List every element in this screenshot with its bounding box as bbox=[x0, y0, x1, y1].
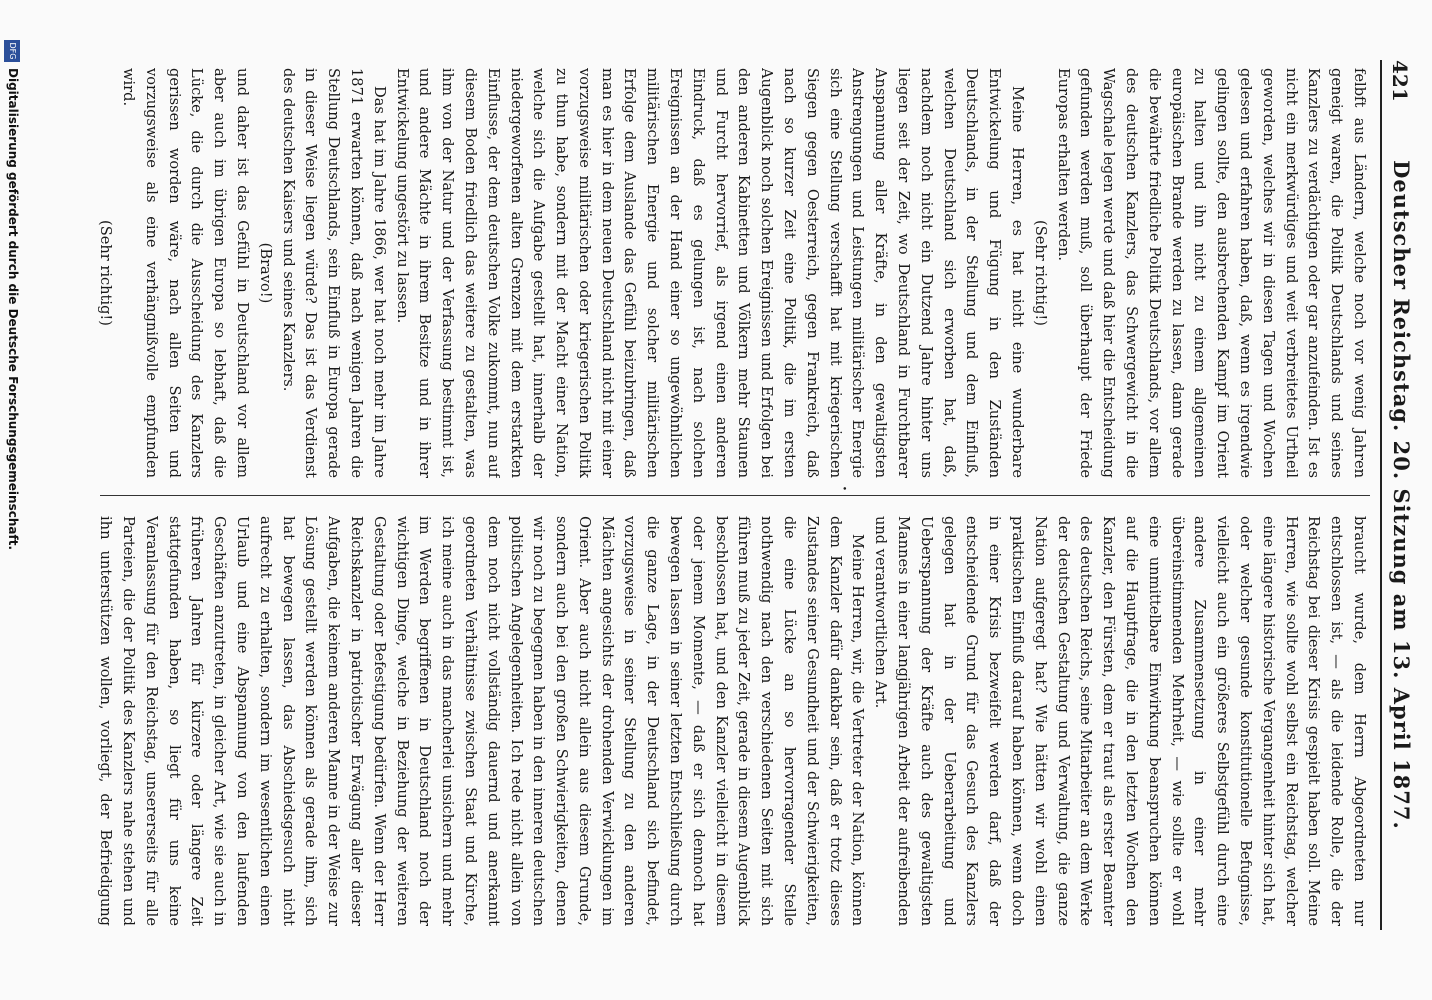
funding-note: Digitalisierung gefördert durch die Deutsche Forschungsgemeinschaft. bbox=[6, 68, 20, 551]
page-number: 421 bbox=[1388, 60, 1412, 102]
paragraph: Meine Herren, es hat nicht eine wunderbare Entwickelung und Fügung in den Zuständen Deutschlands, in der Stellung und dem Einfluß, welchen Deutschland sich erworben hat, daß, nachdem noch nicht ein Dutzend Jahre hinter uns liegen seit der Zeit, wo Deutschland in Furchtbarer Anspannung aller Kräfte, in den gewaltigsten Anstrengungen und Leistungen militärischer Energie sich eine Stellung verschafft hat mit kriegerischen Siegen gegen Oesterreich, gegen Frankreich, daß nach so kurzer Zeit eine Politik, die im ersten Augenblick noch solchen Ereignissen und Erfolgen bei den anderen Kabinetten und Völkern mehr Staunen und Furcht hervorrief, als irgend einen anderen Eindruck, daß es gelungen ist, nach solchen Ereignissen an der Hand einer so ungewöhnlichen militärischen Energie und solcher militärischen Erfolge dem Auslande das Gefühl beizubringen, daß man es hier in dem neuen Deutschland nicht mit einer vorzugsweise militärischen oder kriegerischen Politik zu thun habe, sondern mit der Macht einer Nation, welche sich die Aufgabe gestellt hat, innerhalb der niedergeworfenen alten Grenzen mit dem erstarkten Einflusse, der dem deutschen Volke zukommt, nun auf diesem Boden friedlich das weitere zu gestalten, was ihm von der Natur und der Verfassung bestimmt ist, und andere Mächte in ihrem Besitze und in ihrer Entwickelung ungestört zu lassen. bbox=[393, 68, 1027, 478]
dfg-logo-icon: DFG bbox=[4, 40, 20, 62]
paragraph bbox=[90, 68, 93, 478]
left-column bbox=[90, 68, 1370, 478]
page-header bbox=[1380, 60, 1416, 930]
paragraph: felbft aus Ländern, welche noch vor wenig Jahren geneigt waren, die Politik Deutschlands und seines Kanzlers zu verdächtigen oder gar anzufeinden. Ist es nicht ein merkwürdiges und weit verbreitetes Urtheil geworden, welches wir in diesen Tagen und Wochen gelesen und erfahren haben, daß, wenn es irgendwie gelingen sollte, den ausbrechenden Kampf im Orient zu halten und ihn nicht zu einem allgemeinen europäischen Brande werden zu lassen, dann gerade die bewährte friedliche Politik Deutschlands, vor allem des deutschen Kanzlers, das Schwergewicht in die Wagschale legen werde und daß hier die Entscheidung gefunden werden muß, soll überhaupt der Friede Europas erhalten werden. bbox=[1054, 68, 1368, 478]
paragraph: Das hat im Jahre 1866, wer hat noch mehr im Jahre 1871 erwarten können, daß nach wenigen Jahren die Stellung Deutschlands, sein Einfluß in Europa gerade in dieser Weise liegen würde? Das ist das Verdienst des deutschen Kaisers und seines Kanzlers. bbox=[279, 68, 388, 478]
paragraph: und daher ist das Gefühl in Deutschland vor allem aber auch im übrigen Europa so lebhaft, daß die Lücke, die durch die Ausscheidung des Kanzlers gerissen worden wäre, nach allen Seiten und vorzugsweise als eine verhängnißvolle empfunden wird. bbox=[119, 68, 251, 478]
interjection: (Sehr richtig!) bbox=[97, 220, 115, 326]
interjection: (Sehr richtig!) bbox=[1031, 220, 1049, 326]
margin-mark: · bbox=[836, 486, 852, 491]
paragraph: braucht wurde, dem Herrn Abgeordneten nur entschlossen ist, — als die leidende Rolle, die der Reichstag bei dieser Krisis gespielt haben soll. Meine Herren, wie sollte wohl selbst ein Reichstag, welcher eine längere historische Vergangenheit hinter sich hat, oder welcher gesunde konstitutionelle Befugnisse, vielleicht auch ein größeres Selbstgefühl durch eine andere Zusammensetzung in einer mehr übereinstimmenden Mehrheit, — wie sollte er wohl eine unmittelbare Einwirkung beanspruchen können auf die Hauptfrage, die in den letzten Wochen den Kanzler, den Fürsten, dem er traut als erster Beamter des deutschen Reichs, seine Mitarbeiter an dem Werke der deutschen Gestaltung und Verwaltung, die ganze Nation aufgeregt hat? Wie hätten wir wohl einen praktischen Einfluß darauf haben können, wenn doch in einer Krisis bezweifelt werden darf, daß der entscheidende Grund für das Gesuch des Kanzlers gelegen hat in der Ueberarbeitung und Ueberspannung der Kräfte auch des gewaltigsten Mannes in einer langjährigen Arbeit der aufreibenden und verantwortlichen Art. bbox=[872, 516, 1368, 926]
digitization-footer bbox=[2, 40, 20, 970]
page-title: Deutscher Reichstag. 20. Sitzung am 13. April 1877. bbox=[1389, 160, 1414, 830]
column-divider bbox=[100, 495, 1370, 496]
paragraph: Meine Herren, wir, die Vertreter der Nation, können dem Kanzler dafür dankbar sein, daß er trotz dieses Zustandes seiner Gesundheit und der Schwierigkeiten, die eine Lücke an so hervorragender Stelle nothwendig nach den verschiedenen Seiten mit sich führen muß zu jeder Zeit, gerade in diesem Augenblick beschlossen hat, und den Kanzler vielleicht in diesem oder jenem Momente, — daß er sich dennoch hat bewegen lassen in seiner letzten Entschließung durch die ganze Lage, in der Deutschland sich befindet, vorzugsweise in seiner Stellung zu den anderen Mächten angesichts der drohenden Verwicklungen im Orient. Aber auch nicht allein aus diesem Grunde, sondern auch bei den großen Schwierigkeiten, denen wir noch zu begegnen haben in den inneren deutschen politischen Angelegenheiten. Ich rede nicht allein von dem noch nicht vollständig dauernd und anerkannt geordneten Verhältnisse zwischen Staat und Kirche, ich meine auch in das mancherlei unsichern und mehr im Werden begriffenen in Deutschland noch der wichtigen Dinge, welche in Beziehung der weiteren Gestaltung oder Befestigung bedürfen. Wenn der Herr Reichskanzler in patriotischer Erwägung aller dieser Aufgaben, die keinem anderen Manne in der Weise zur Lösung gestellt werden können als gerade ihm, sich hat bewegen lassen, das Abschiedsgesuch nicht aufrecht zu erhalten, sondern im wesentlichen einen Urlaub und eine Abspannung von den laufenden Geschäften anzutreten, in gleicher Art, wie sie auch in früheren Jahren für kürzere oder längere Zeit stattgefunden haben, so liegt für uns keine Veranlassung für den Reichstag, unsererseits für alle Parteien, die der Politik des Kanzlers nahe stehen und ihn unterstützen wollen, vorliegt, der Befriedigung bbox=[97, 516, 867, 926]
right-column bbox=[90, 516, 1370, 926]
interjection: (Bravo!) bbox=[256, 242, 274, 304]
